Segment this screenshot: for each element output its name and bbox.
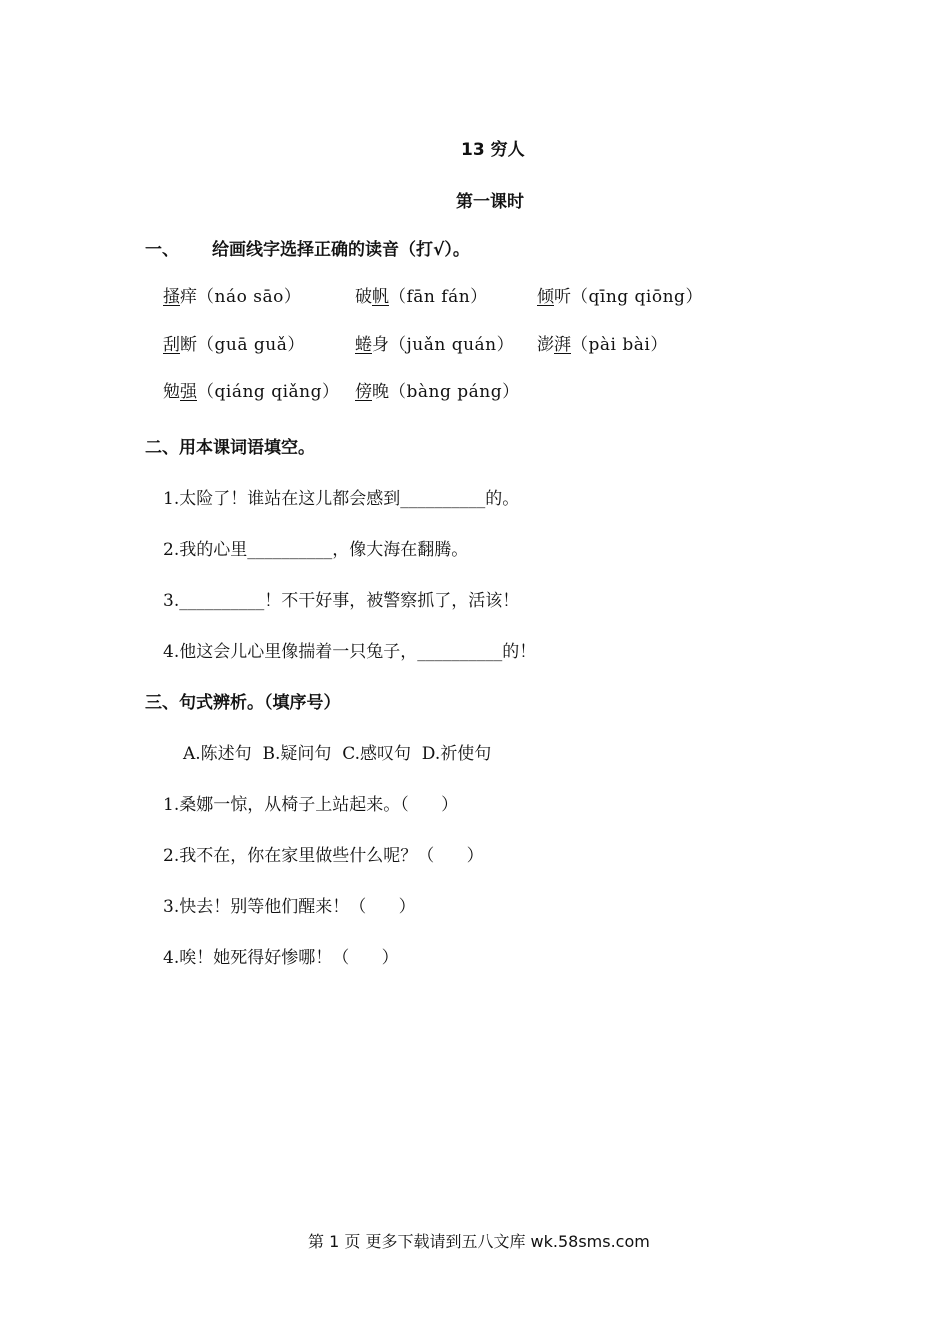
pinyin-item	[355, 330, 514, 355]
underlined-char: 倾	[537, 287, 554, 307]
page-footer: 第 1 页 更多下载请到五八文库 wk.58sms.com	[308, 1232, 650, 1251]
page-subtitle: 第一课时	[456, 192, 524, 212]
plain-char: 痒	[180, 287, 197, 307]
sentence-line: 1.桑娜一惊，从椅子上站起来。（ ）	[163, 795, 459, 815]
pinyin-options: （qīng qiōng）	[571, 287, 703, 307]
underlined-char: 帆	[372, 287, 389, 307]
fill-blank-line: 4.他这会儿心里像揣着一只兔子，__________的！	[163, 642, 537, 662]
pinyin-item	[163, 282, 301, 307]
pinyin-options: （pài bài）	[571, 335, 668, 355]
pinyin-item	[355, 377, 520, 402]
underlined-char: 湃	[554, 335, 571, 355]
fill-blank-line: 1.太险了！谁站在这儿都会感到__________的。	[163, 489, 520, 509]
sentence-type-options: A.陈述句 B.疑问句 C.感叹句 D.祈使句	[183, 744, 492, 764]
page-title: 13 穷人	[461, 140, 525, 160]
plain-char: 听	[554, 287, 571, 307]
plain-char: 澎	[537, 335, 554, 355]
underlined-char: 蜷	[355, 335, 372, 355]
plain-char: 勉	[163, 382, 180, 402]
plain-char: 断	[180, 335, 197, 355]
fill-blank-line: 2.我的心里__________，像大海在翻腾。	[163, 540, 469, 560]
section2-heading: 二、用本课词语填空。	[145, 438, 315, 458]
underlined-char: 搔	[163, 287, 180, 307]
pinyin-options: （guā guǎ）	[197, 335, 305, 355]
plain-char: 破	[355, 287, 372, 307]
pinyin-options: （náo sāo）	[197, 287, 302, 307]
pinyin-item	[163, 330, 305, 355]
pinyin-item	[163, 377, 339, 402]
underlined-char: 刮	[163, 335, 180, 355]
pinyin-options: （bàng páng）	[389, 382, 520, 402]
sentence-line: 3.快去！别等他们醒来！（ ）	[163, 897, 416, 917]
underlined-char: 傍	[355, 382, 372, 402]
section3-heading: 三、句式辨析。（填序号）	[145, 693, 341, 713]
pinyin-options: （qiáng qiǎng）	[197, 382, 340, 402]
pinyin-item	[355, 282, 488, 307]
pinyin-options: （juǎn quán）	[389, 335, 515, 355]
section1-number: 一、	[145, 240, 179, 260]
plain-char: 晚	[372, 382, 389, 402]
plain-char: 身	[372, 335, 389, 355]
pinyin-item	[537, 330, 668, 355]
section1-heading: 给画线字选择正确的读音（打√）。	[212, 240, 470, 260]
sentence-line: 2.我不在，你在家里做些什么呢？（ ）	[163, 846, 484, 866]
fill-blank-line: 3.__________！不干好事，被警察抓了，活该！	[163, 591, 520, 611]
pinyin-options: （fān fán）	[389, 287, 488, 307]
pinyin-item	[537, 282, 703, 307]
sentence-line: 4.唉！她死得好惨哪！（ ）	[163, 948, 399, 968]
underlined-char: 强	[180, 382, 197, 402]
